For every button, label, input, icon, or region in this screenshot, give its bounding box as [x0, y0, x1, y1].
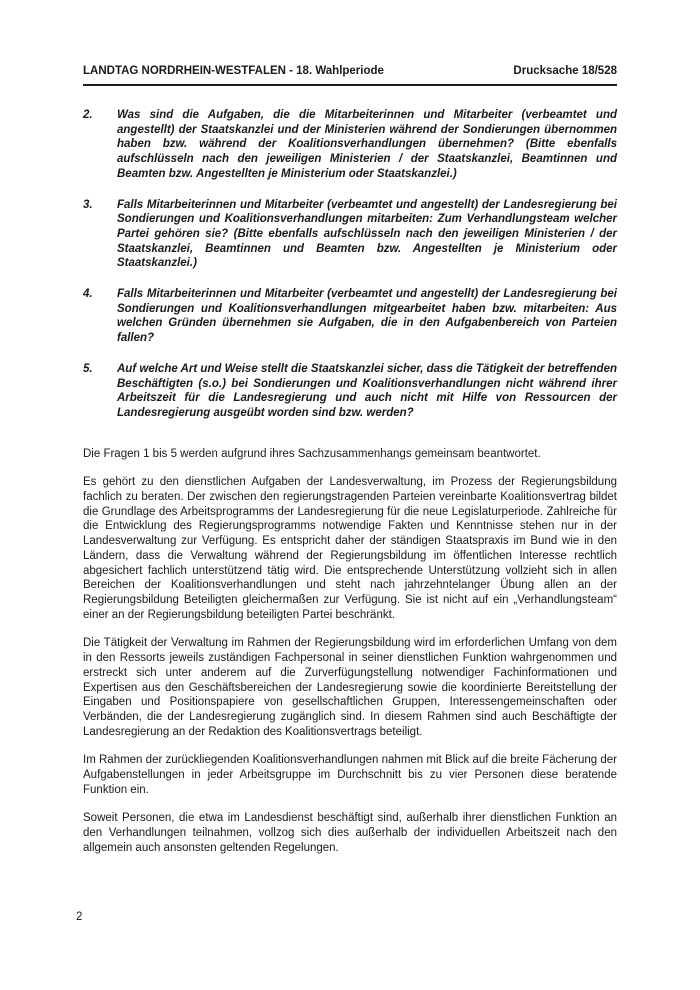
page-number: 2: [76, 911, 83, 923]
question-text: Falls Mitarbeiterinnen und Mitarbeiter (verbeamtet und angestellt) der Landesregierung bei Sondierungen und Koalitionsverhandlungen mitgearbeitet haben bzw. mitarbeiten: Aus welchen Gründen übernehmen sie Aufgaben, die in den Aufgabenbereich von Parteien fallen?: [117, 288, 617, 345]
question-list: [83, 108, 617, 421]
paragraph-worktime-rules: Soweit Personen, die etwa im Landesdienst beschäftigt sind, außerhalb ihrer dienstlichen Funktion an den Verhandlungen teilnahmen, vollzog sich dies außerhalb der individuellen Arbeitszeit nach den allgemein auch ansonsten geltenden Regelungen.: [83, 812, 617, 854]
header-drucksache-number: Drucksache 18/528: [513, 65, 617, 77]
question-text: Falls Mitarbeiterinnen und Mitarbeiter (verbeamtet und angestellt) der Landesregierung bei Sondierungen und Koalitionsverhandlungen mitarbeiten: Zum Verhandlungsteam welcher Partei gehören sie? (Bitte ebenfalls aufschlüsseln nach den jeweiligen Ministerien / der Staatskanzlei, Beamtinnen und Beamten bzw. Angestellten je Ministerium oder Staatskanzlei.): [117, 198, 617, 270]
question-item-4: [83, 287, 617, 346]
paragraph-workgroup-size: Im Rahmen der zurückliegenden Koalitionsverhandlungen nahmen mit Blick auf die breite Fächerung der Aufgabenstellungen in jeder Arbeitsgruppe im Durchschnitt bis zu vier Personen diese beratende Funktion ein.: [83, 754, 617, 796]
document-header: [83, 64, 617, 86]
question-item-5: [83, 362, 617, 421]
answer-body: [83, 447, 617, 856]
question-text: Was sind die Aufgaben, die die Mitarbeiterinnen und Mitarbeiter (verbeamtet und angestellt) der Staatskanzlei und der Ministerien während der Sondierungen übernommen haben bzw. während der Koalitionsverhandlungen übernehmen? (Bitte ebenfalls aufschlüsseln nach den jeweiligen Ministerien / der Staatskanzlei, Beamtinnen und Beamten bzw. Angestellten je Ministerium oder Staatskanzlei.): [117, 109, 617, 180]
paragraph-duties: Es gehört zu den dienstlichen Aufgaben der Landesverwaltung, im Prozess der Regierungsbildung fachlich zu beraten. Der zwischen den regierungstragenden Parteien vereinbarte Koalitionsvertrag bildet die Grundlage des Arbeitsprogramms der Landesregierung für die neue Legislaturperiode. Zahlreiche für die Entwicklung des Regierungsprogramms notwendige Fakten und Kenntnisse stehen nur in der Landesverwaltung zur Verfügung. Es entspricht daher der ständigen Staatspraxis im Bund wie in den Ländern, dass die Verwaltung während der Regierungsbildung im öffentlichen Interesse rechtlich abgesichert fachlich unterstützend tätig wird. Die entsprechende Unterstützung vollzieht sich in allen Bereichen der Koalitionsverhandlungen und steht nach jahrzehntelanger Übung allen an der Regierungsbildung Beteiligten gleichermaßen zur Verfügung. Sie ist nicht auf ein „Verhandlungsteam“ einer an der Regierungsbildung beteiligten Partei beschränkt.: [83, 476, 617, 621]
question-number: 2.: [83, 109, 93, 121]
question-number: 4.: [83, 288, 93, 301]
paragraph-answer-intro: Die Fragen 1 bis 5 werden aufgrund ihres Sachzusammenhangs gemeinsam beantwortet.: [83, 447, 541, 460]
question-item-2: [83, 108, 617, 182]
question-item-3: [83, 198, 617, 272]
paragraph-administration-role: Die Tätigkeit der Verwaltung im Rahmen der Regierungsbildung wird im erforderlichen Umfang von dem in den Ressorts jeweils zuständigen Fachpersonal in seiner dienstlichen Funktion wahrgenommen und erstreckt sich unter anderem auf die Zurverfügungstellung notwendiger Fachinformationen und Expertisen aus den Geschäftsbereichen der Landesregierung sowie die koordinierte Bereitstellung der Eingaben und Positionspapiere von gesellschaftlichen Gruppen, Interessengemeinschaften oder Verbänden, die der Landesregierung zugänglich sind. In diesem Rahmen sind auch Beschäftigte der Landesregierung an der Redaktion des Koalitionsvertrags beteiligt.: [83, 637, 617, 738]
question-number: 5.: [83, 362, 93, 375]
header-parliament-title: LANDTAG NORDRHEIN-WESTFALEN - 18. Wahlperiode: [83, 65, 384, 77]
question-number: 3.: [83, 198, 93, 211]
question-text: Auf welche Art und Weise stellt die Staatskanzlei sicher, dass die Tätigkeit der betreffenden Beschäftigten (s.o.) bei Sondierungen und Koalitionsverhandlungen nicht während ihrer Arbeitszeit für die Landesregierung und auch nicht mit Hilfe von Ressourcen der Landesregierung ausgeübt worden sind bzw. werden?: [117, 362, 617, 419]
